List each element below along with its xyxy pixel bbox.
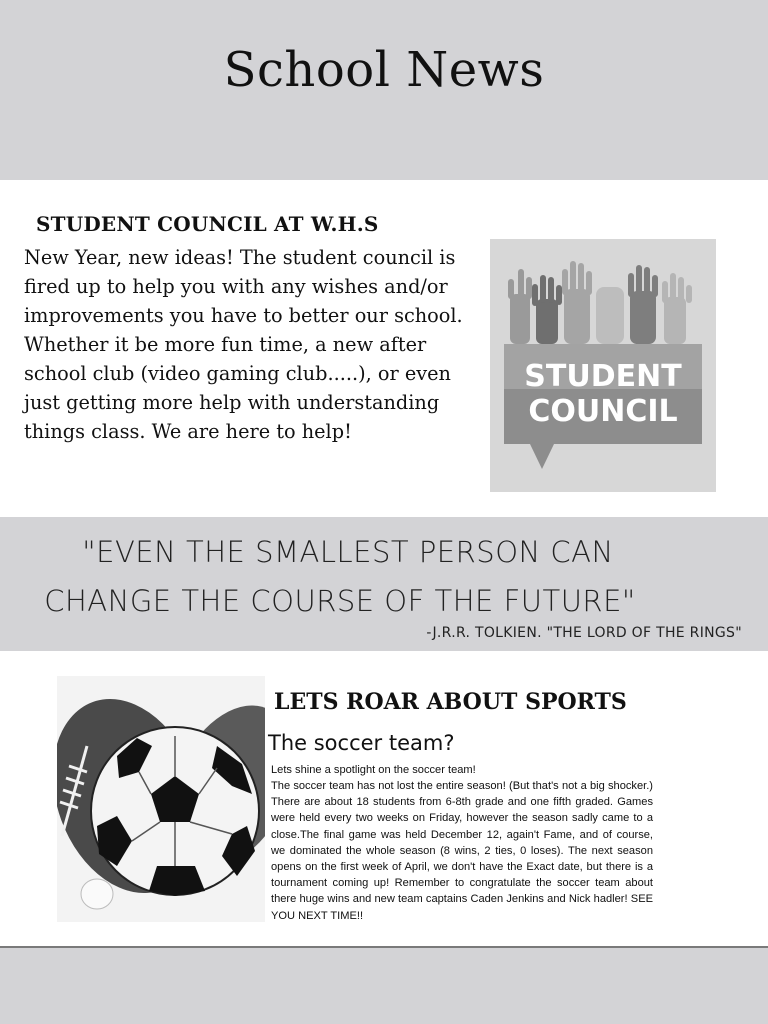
soccer-ball-icon [91,727,259,896]
sports-balls-image [57,676,265,922]
quote-line-2: CHANGE THE COURSE OF THE FUTURE" [44,584,636,618]
sports-body: The soccer team has not lost the entire season! (But that's not a big shocker.) There are about 18 students from 6-8th grade and one fifth graded. Games were held every two weeks on Friday, however the season sadly came to a close.The final game was held December 12, again't Fame, and of course, we dominated the whole season (8 wins, 2 ties, 0 loses). The next season opens on the first week of April, we don't have the Exact date, but there is a tournament coming up! Remember to congratulate the soccer team about there huge wins and new team captains Caden Jenkins and Nick hadler! SEE YOU NEXT TIME!! [271,780,653,922]
golf-ball-icon [81,879,113,909]
footer-band [0,946,768,1024]
quote-attribution: -J.R.R. TOLKIEN. "THE LORD OF THE RINGS" [426,625,742,641]
student-council-heading: STUDENT COUNCIL AT W.H.S [36,212,379,236]
student-council-image-text-2: COUNCIL [528,394,678,429]
sports-heading: LETS ROAR ABOUT SPORTS [274,689,627,715]
sports-subheading: The soccer team? [268,731,455,755]
student-council-image-text-1: STUDENT [524,359,682,394]
student-council-image [490,239,716,492]
student-council-body: New Year, new ideas! The student council is fired up to help you with any wishes and/or improvements you have to better our school. Whether it be more fun time, a new after school club (video gaming club.....), or even just getting more help with understanding things class. We are here to help! [24,246,463,443]
sports-intro: Lets shine a spotlight on the soccer team! [271,764,476,776]
quote-line-1: "EVEN THE SMALLEST PERSON CAN [82,535,614,569]
page-title: School News [223,42,545,98]
